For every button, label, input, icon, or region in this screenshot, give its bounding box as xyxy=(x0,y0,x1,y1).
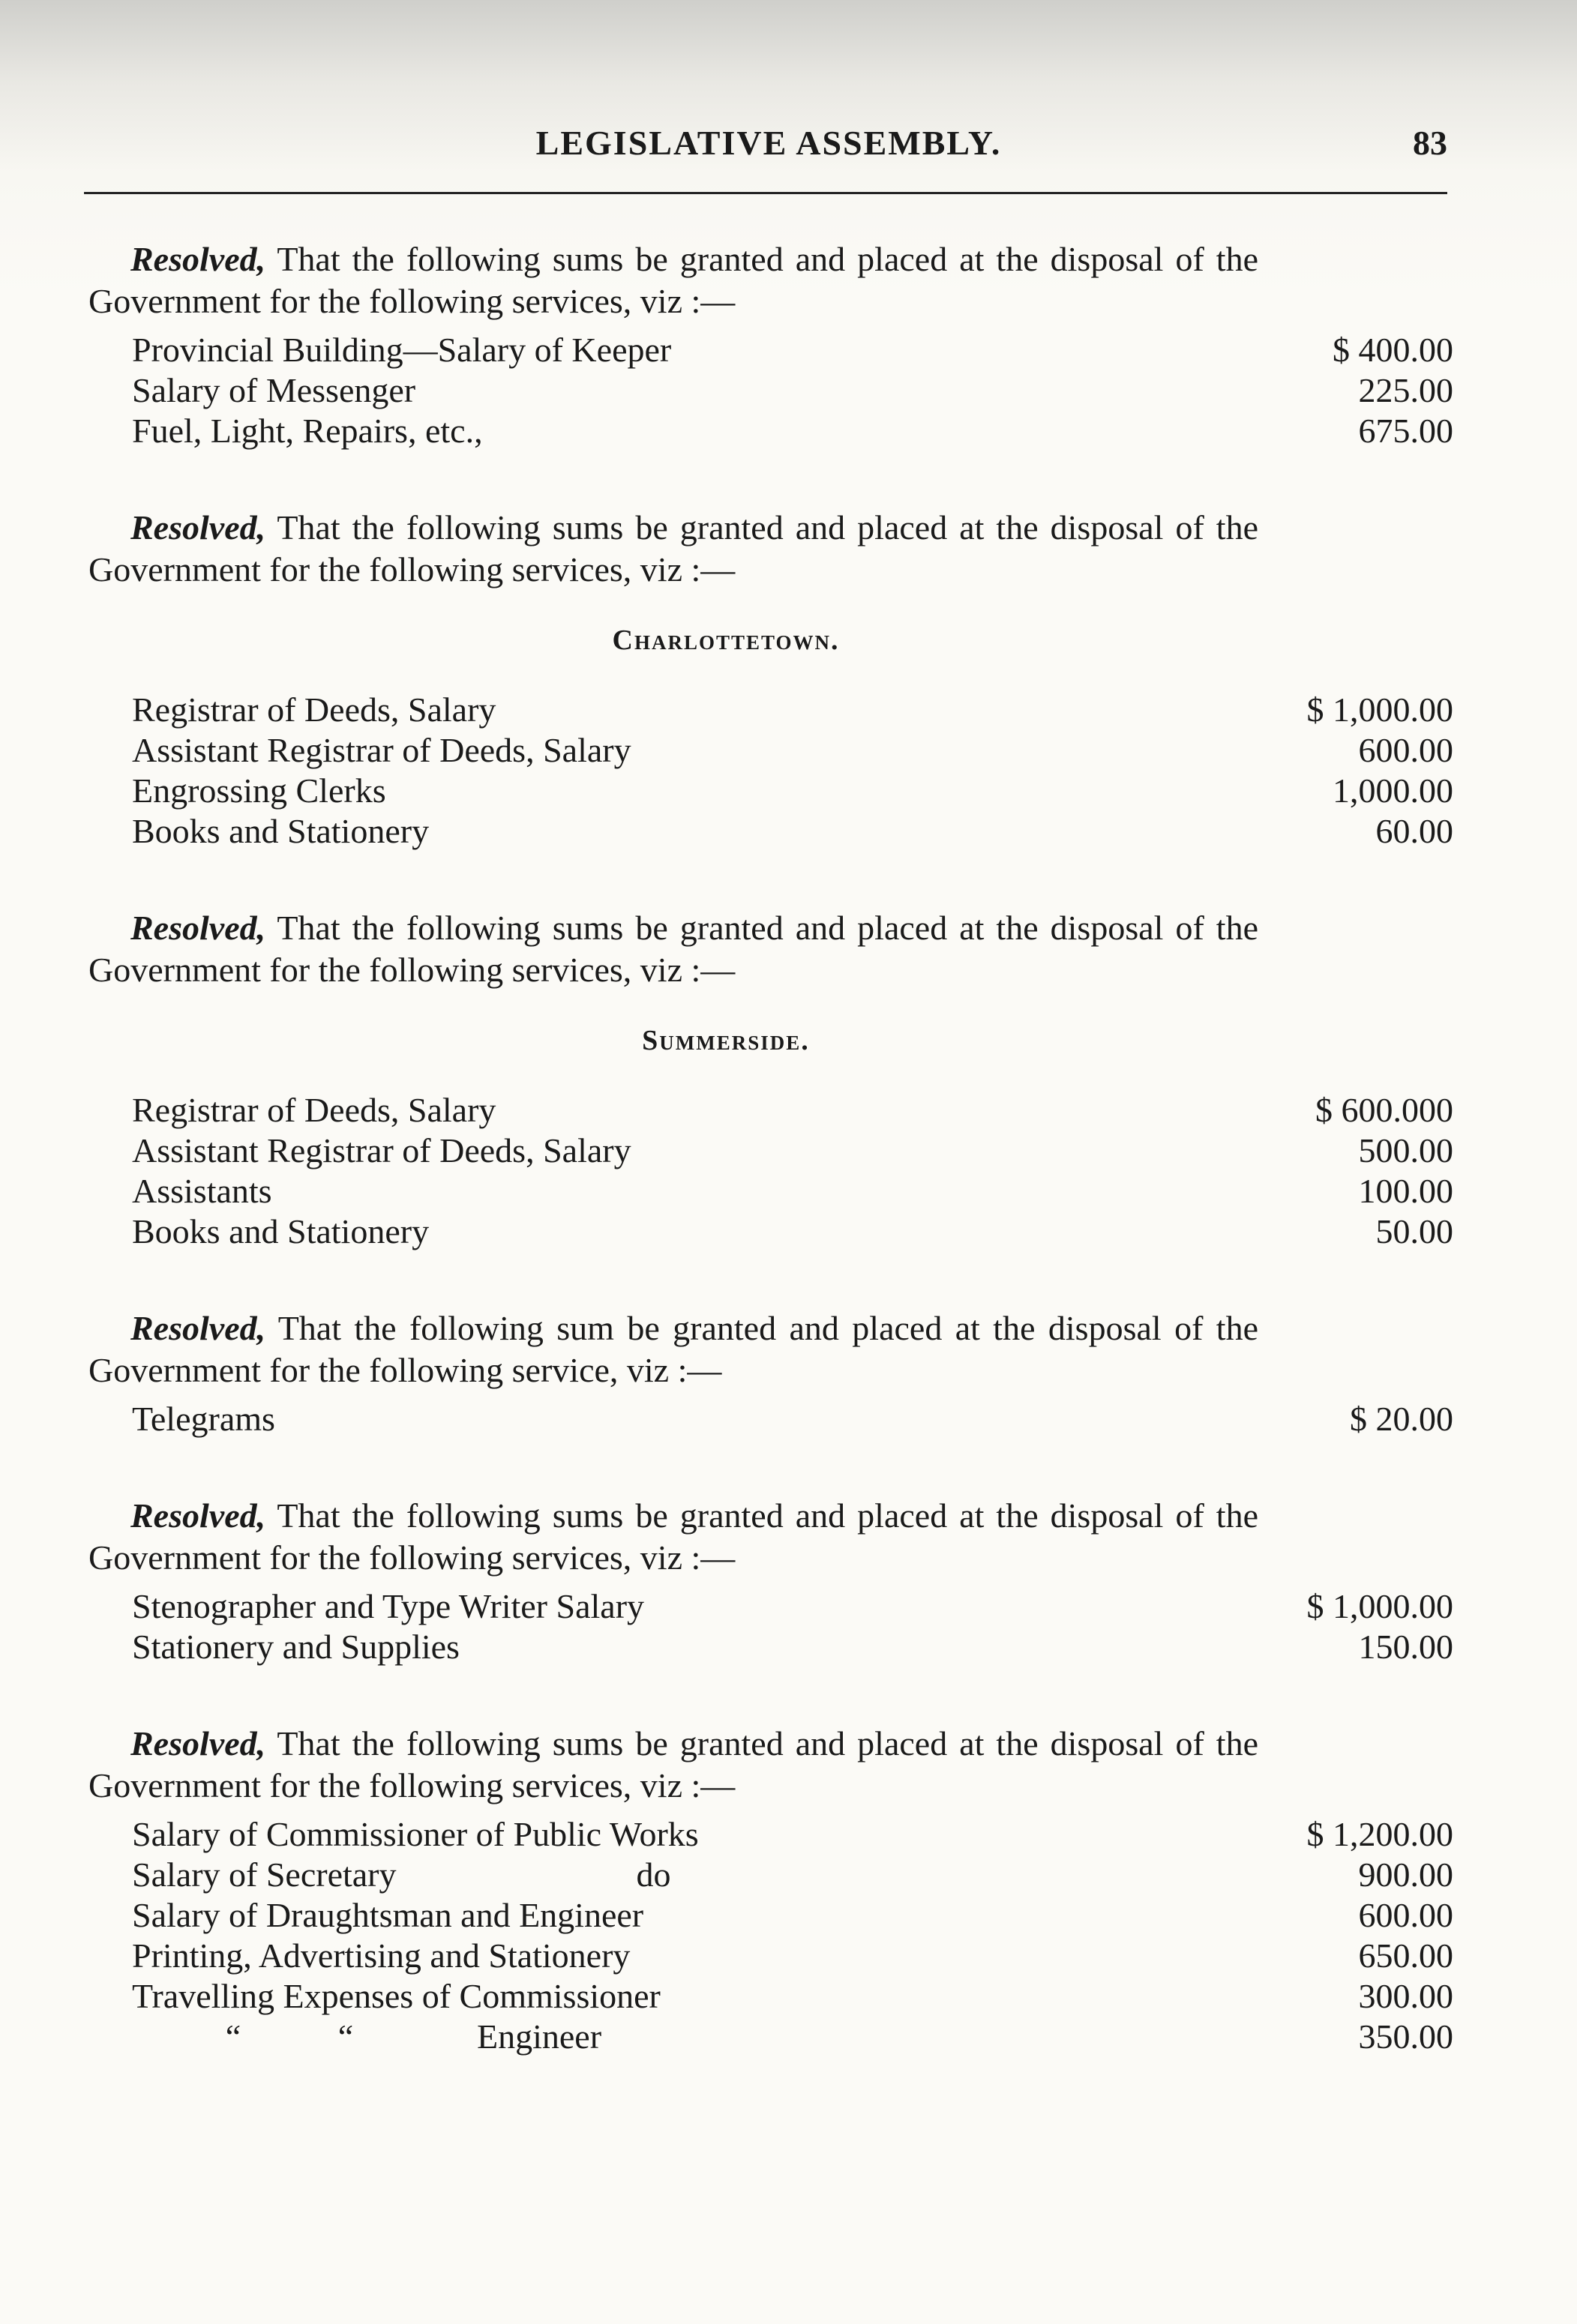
document-body xyxy=(88,238,1453,2113)
item-amount: 1,000.00 xyxy=(1333,771,1453,810)
item-label xyxy=(132,690,496,730)
item-amount: 100.00 xyxy=(1358,1172,1453,1210)
resolution-text xyxy=(88,1495,1258,1579)
header-rule xyxy=(84,192,1447,194)
appropriation-row xyxy=(88,1895,1453,1936)
item-amount: 50.00 xyxy=(1375,1212,1453,1250)
resolved-keyword: Resolved, xyxy=(130,508,266,547)
item-label-text: Salary of Commissioner of Public Works xyxy=(132,1815,699,1853)
running-title: LEGISLATIVE ASSEMBLY. xyxy=(535,124,1002,162)
resolution-block xyxy=(88,1495,1453,1667)
item-label xyxy=(132,1855,671,1895)
item-amount: $ 1,000.00 xyxy=(1306,690,1453,729)
ditto-text: do xyxy=(636,1855,671,1894)
appropriation-list xyxy=(88,690,1453,852)
resolution-text xyxy=(88,238,1258,322)
item-label xyxy=(132,330,671,370)
item-amount: 300.00 xyxy=(1358,1977,1453,2015)
appropriation-row xyxy=(88,1936,1453,1976)
item-amount: $ 1,200.00 xyxy=(1306,1815,1453,1853)
item-amount: 150.00 xyxy=(1358,1628,1453,1666)
section-heading: Charlottetown. xyxy=(612,624,840,656)
appropriation-row xyxy=(88,2017,1453,2057)
resolution-block xyxy=(88,1307,1453,1439)
item-label xyxy=(132,1976,661,2017)
resolved-keyword: Resolved, xyxy=(130,240,266,278)
appropriation-row xyxy=(88,1131,1453,1171)
resolution-block xyxy=(88,907,1453,1252)
item-label xyxy=(132,411,483,451)
item-amount: 600.00 xyxy=(1358,731,1453,769)
item-amount: 500.00 xyxy=(1358,1131,1453,1169)
item-label xyxy=(132,370,415,411)
appropriation-row xyxy=(88,730,1453,771)
item-label-text: Salary of Messenger xyxy=(132,371,416,409)
appropriation-row xyxy=(88,1855,1453,1895)
appropriation-row xyxy=(88,690,1453,730)
item-label-text: Travelling Expenses of Commissioner xyxy=(132,1977,661,2015)
item-label-text: Stenographer and Type Writer Salary xyxy=(132,1587,645,1625)
item-label-text: Provincial Building—Salary of Keeper xyxy=(132,331,672,369)
resolved-keyword: Resolved, xyxy=(130,1496,266,1535)
item-amount: $ 1,000.00 xyxy=(1306,1587,1453,1625)
resolution-body: That the following sums be granted and placed at the disposal of the Government for the following services, viz :— xyxy=(88,1496,1258,1577)
item-label-text: Registrar of Deeds, Salary xyxy=(132,1091,496,1129)
item-amount: 675.00 xyxy=(1358,412,1453,450)
appropriation-row xyxy=(88,1627,1453,1667)
appropriation-row xyxy=(88,771,1453,811)
item-label-text: Stationery and Supplies xyxy=(132,1628,460,1666)
item-label-text: Books and Stationery xyxy=(132,1212,430,1250)
appropriation-list xyxy=(88,1090,1453,1252)
item-label xyxy=(132,1627,460,1667)
appropriation-row xyxy=(88,1171,1453,1211)
item-label xyxy=(132,1895,643,1936)
resolution-block xyxy=(88,1723,1453,2057)
item-amount: 60.00 xyxy=(1375,812,1453,850)
item-label-text: Engineer xyxy=(477,2017,602,2056)
ditto-marks xyxy=(132,2017,402,2057)
item-amount: $ 20.00 xyxy=(1350,1400,1453,1438)
item-label-text: Salary of Draughtsman and Engineer xyxy=(132,1896,644,1934)
resolution-body: That the following sums be granted and placed at the disposal of the Government for the following services, viz :— xyxy=(88,240,1258,320)
resolved-keyword: Resolved, xyxy=(130,1724,266,1762)
item-label xyxy=(132,1211,429,1252)
item-label xyxy=(132,2017,601,2057)
item-amount: 900.00 xyxy=(1358,1855,1453,1894)
item-amount: $ 400.00 xyxy=(1333,331,1453,369)
item-amount: $ 600.000 xyxy=(1315,1091,1453,1129)
item-label xyxy=(132,811,429,852)
resolved-keyword: Resolved, xyxy=(130,1309,266,1347)
item-amount: 350.00 xyxy=(1358,2017,1453,2056)
item-label xyxy=(132,1131,631,1171)
appropriation-row xyxy=(88,370,1453,411)
item-label-text: Registrar of Deeds, Salary xyxy=(132,690,496,729)
item-amount: 225.00 xyxy=(1358,371,1453,409)
appropriation-row xyxy=(88,1090,1453,1131)
page-number: 83 xyxy=(1413,124,1447,162)
appropriation-row xyxy=(88,1399,1453,1439)
item-label xyxy=(132,1586,644,1627)
resolution-block xyxy=(88,507,1453,852)
item-label-text: Printing, Advertising and Stationery xyxy=(132,1936,631,1975)
section-heading: Summerside. xyxy=(642,1025,810,1056)
appropriation-row xyxy=(88,330,1453,370)
resolution-text xyxy=(88,1307,1258,1391)
appropriation-list xyxy=(88,1814,1453,2057)
item-label-text: Fuel, Light, Repairs, etc., xyxy=(132,412,483,450)
appropriation-list xyxy=(88,330,1453,451)
item-label-text: Books and Stationery xyxy=(132,812,430,850)
resolution-block xyxy=(88,238,1453,451)
item-label xyxy=(132,1814,699,1855)
resolution-text xyxy=(88,907,1258,991)
item-label-text: Engrossing Clerks xyxy=(132,771,386,810)
appropriation-row xyxy=(88,1814,1453,1855)
resolution-text xyxy=(88,1723,1258,1807)
ditto-mark: “ xyxy=(225,2017,241,2056)
appropriation-row xyxy=(88,1586,1453,1627)
item-label xyxy=(132,1171,272,1211)
resolution-body: That the following sum be granted and placed at the disposal of the Government for the following service, viz :— xyxy=(88,1309,1258,1389)
appropriation-row xyxy=(88,1211,1453,1252)
resolution-body: That the following sums be granted and placed at the disposal of the Government for the following services, viz :— xyxy=(88,508,1258,588)
appropriation-row xyxy=(88,411,1453,451)
item-label xyxy=(132,1090,496,1131)
appropriation-row xyxy=(88,811,1453,852)
item-amount: 600.00 xyxy=(1358,1896,1453,1934)
item-label-text: Assistants xyxy=(132,1172,272,1210)
page-header xyxy=(90,120,1447,172)
item-label xyxy=(132,730,631,771)
appropriation-row xyxy=(88,1976,1453,2017)
item-amount: 650.00 xyxy=(1358,1936,1453,1975)
appropriation-list xyxy=(88,1586,1453,1667)
resolution-body: That the following sums be granted and placed at the disposal of the Government for the following services, viz :— xyxy=(88,909,1258,989)
item-label-text: Assistant Registrar of Deeds, Salary xyxy=(132,1131,631,1169)
item-label xyxy=(132,771,386,811)
ditto-mark: “ xyxy=(337,2017,354,2056)
item-label-text: Telegrams xyxy=(132,1400,275,1438)
resolution-body: That the following sums be granted and placed at the disposal of the Government for the following services, viz :— xyxy=(88,1724,1258,1804)
item-label-text: Salary of Secretary xyxy=(132,1855,397,1894)
resolution-text xyxy=(88,507,1258,591)
appropriation-list xyxy=(88,1399,1453,1439)
item-label-text: Assistant Registrar of Deeds, Salary xyxy=(132,731,631,769)
item-label xyxy=(132,1399,275,1439)
item-label xyxy=(132,1936,630,1976)
resolved-keyword: Resolved, xyxy=(130,909,266,947)
